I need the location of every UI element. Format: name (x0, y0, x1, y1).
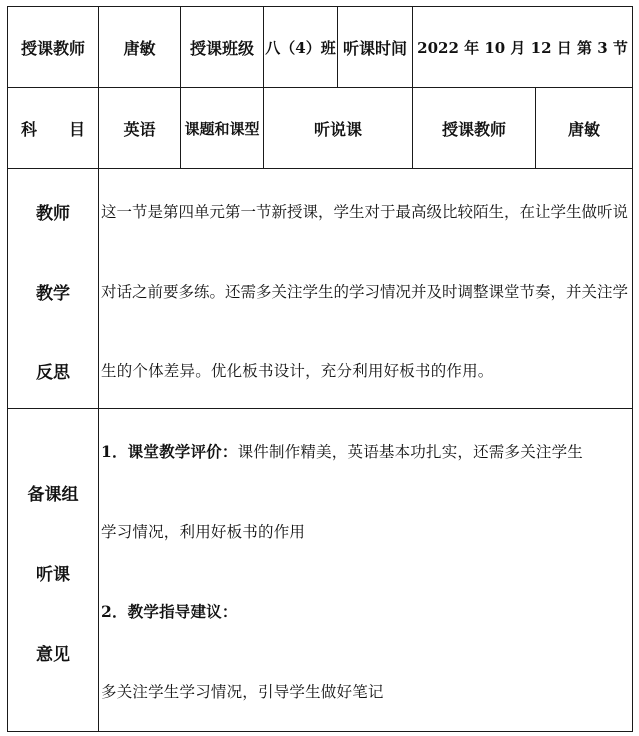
suggestion-heading: 2．教学指导建议： (101, 602, 238, 621)
topic-value: 听说课 (313, 119, 362, 139)
teacher-label: 授课教师 (20, 38, 85, 58)
reflection-label-3: 反思 (36, 363, 70, 383)
row-divider-3 (7, 408, 633, 409)
opinion-item-2-text: 多关注学生学习情况，引导学生做好笔记 (101, 683, 384, 701)
evaluation-text: 课件制作精美，英语基本功扎实，还需多关注学生 (237, 443, 583, 461)
subject-value: 英语 (123, 119, 156, 139)
table-border-bottom (7, 731, 633, 732)
reflection-line-1: 这一节是第四单元第一节新授课，学生对于最高级比较陌生，在让学生做听说 (101, 203, 629, 221)
time-value: 2022 年 10 月 12 日 第 3 节 (417, 38, 628, 57)
opinion-label-3: 意见 (36, 645, 70, 665)
teacher-label-2: 授课教师 (441, 119, 506, 139)
table-border-right (632, 6, 633, 732)
reflection-label-1: 教师 (36, 204, 70, 224)
topic-label: 课题和课型 (184, 119, 260, 138)
teacher-name: 唐敏 (123, 38, 156, 58)
reflection-line-2: 对话之前要多练。还需多关注学生的学习情况并及时调整课堂节奏，并关注学 (101, 283, 629, 301)
class-value: 八（4）班 (265, 38, 336, 57)
time-label: 听课时间 (342, 38, 407, 58)
opinion-item-2 (101, 600, 238, 622)
opinion-label-1: 备课组 (27, 485, 79, 505)
subject-label: 科 目 (20, 119, 85, 139)
opinion-item-1-cont: 学习情况，利用好板书的作用 (101, 523, 306, 541)
reflection-label-2: 教学 (36, 284, 70, 304)
opinion-item-1 (101, 440, 583, 462)
class-label: 授课班级 (189, 38, 254, 58)
opinion-label-2: 听课 (36, 565, 70, 585)
teacher-name-2: 唐敏 (567, 119, 600, 139)
reflection-line-3: 生的个体差异。优化板书设计，充分利用好板书的作用。 (101, 362, 494, 380)
row-divider-2 (7, 168, 633, 169)
evaluation-heading: 1．课堂教学评价： (101, 442, 238, 461)
